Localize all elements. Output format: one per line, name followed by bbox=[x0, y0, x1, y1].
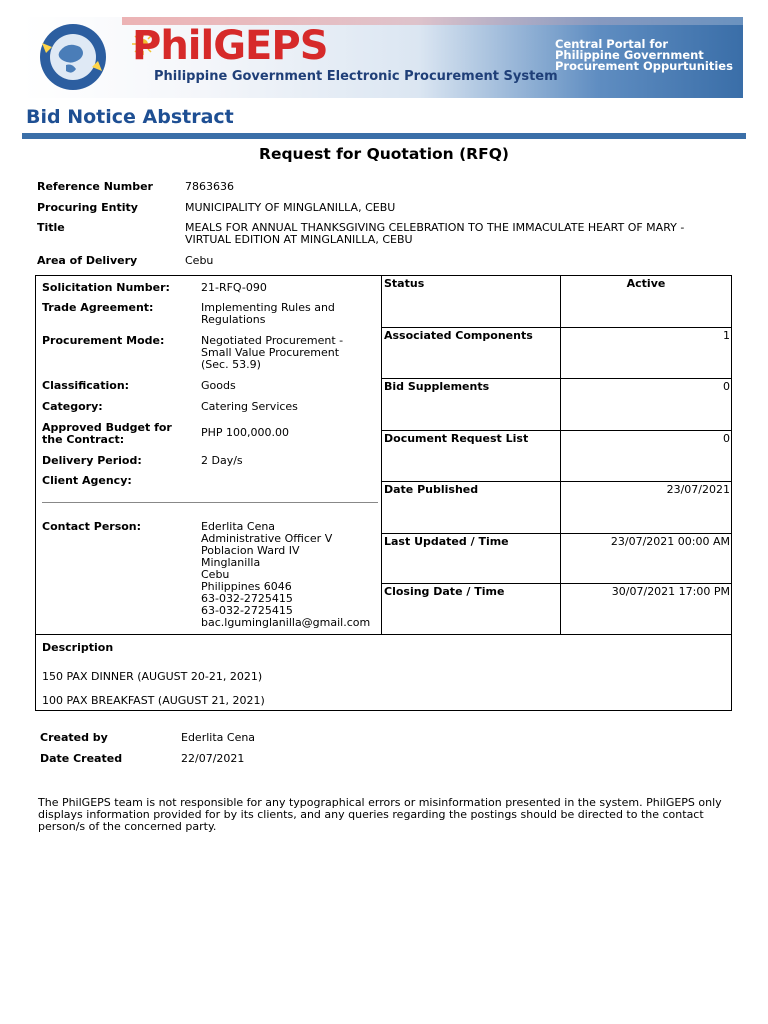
budget-value: PHP 100,000.00 bbox=[201, 426, 290, 439]
description-line: 100 PAX BREAKFAST (AUGUST 21, 2021) bbox=[42, 694, 265, 707]
brand-geps: GEPS bbox=[213, 23, 328, 69]
doc-request-label: Document Request List bbox=[382, 431, 561, 482]
classification-value: Goods bbox=[201, 379, 236, 392]
doc-request-value: 0 bbox=[561, 431, 731, 482]
title-label: Title bbox=[37, 221, 65, 234]
document-title: Request for Quotation (RFQ) bbox=[259, 145, 509, 163]
components-label: Associated Components bbox=[382, 328, 561, 379]
details-separator bbox=[42, 502, 378, 503]
published-label: Date Published bbox=[382, 482, 561, 534]
contact-email: bac.lguminglanilla@gmail.com bbox=[201, 616, 371, 629]
title-value-line2: VIRTUAL EDITION AT MINGLANILLA, CEBU bbox=[185, 233, 413, 246]
description-label: Description bbox=[42, 641, 114, 654]
tagline-line: Procurement Oppurtunities bbox=[555, 59, 733, 73]
tagline-line: Philippine Government bbox=[555, 48, 704, 62]
solicitation-label: Solicitation Number: bbox=[42, 281, 170, 294]
philgeps-banner bbox=[22, 17, 743, 98]
components-value: 1 bbox=[561, 328, 731, 379]
mode-value-line1: Negotiated Procurement - bbox=[201, 334, 344, 347]
description-box bbox=[35, 634, 732, 711]
client-label: Client Agency: bbox=[42, 474, 132, 487]
date-created-value: 22/07/2021 bbox=[181, 752, 245, 765]
budget-label-line1: Approved Budget for bbox=[42, 421, 172, 434]
date-created-label: Date Created bbox=[40, 752, 123, 765]
supplements-value: 0 bbox=[561, 379, 731, 431]
contact-line: Administrative Officer V bbox=[201, 532, 333, 545]
contact-line: Minglanilla bbox=[201, 556, 261, 569]
brand-logo bbox=[132, 23, 328, 69]
trade-label: Trade Agreement: bbox=[42, 301, 154, 314]
contact-line: Cebu bbox=[201, 568, 230, 581]
contact-line: Ederlita Cena bbox=[201, 520, 276, 533]
updated-label: Last Updated / Time bbox=[382, 534, 561, 584]
disclaimer-text: The PhilGEPS team is not responsible for any typographical errors or misinformation presented in the system. PhilGEPS only displays information provided for by its clients, and any queries regarding the postings should be directed to the contact person/s of the concerned party. bbox=[38, 796, 722, 833]
entity-label: Procuring Entity bbox=[37, 201, 138, 214]
notice-details-box bbox=[35, 275, 732, 635]
contact-line: 63-032-2725415 bbox=[201, 592, 293, 605]
reference-label: Reference Number bbox=[37, 180, 153, 193]
period-value: 2 Day/s bbox=[201, 454, 243, 467]
contact-label: Contact Person: bbox=[42, 520, 142, 533]
entity-value: MUNICIPALITY OF MINGLANILLA, CEBU bbox=[185, 201, 396, 214]
solicitation-value: 21-RFQ-090 bbox=[201, 281, 267, 294]
status-label: Status bbox=[382, 276, 561, 328]
brand-subtitle: Philippine Government Electronic Procurement System bbox=[154, 69, 558, 84]
supplements-label: Bid Supplements bbox=[382, 379, 561, 431]
details-column bbox=[36, 276, 382, 634]
description-line: 150 PAX DINNER (AUGUST 20-21, 2021) bbox=[42, 670, 263, 683]
reference-value: 7863636 bbox=[185, 180, 234, 193]
period-label: Delivery Period: bbox=[42, 454, 142, 467]
status-value: Active bbox=[561, 276, 731, 328]
budget-label-line2: the Contract: bbox=[42, 433, 125, 446]
page-title: Bid Notice Abstract bbox=[26, 106, 234, 128]
created-by-value: Ederlita Cena bbox=[181, 731, 256, 744]
banner-tagline bbox=[555, 39, 733, 72]
delivery-area-value: Cebu bbox=[185, 254, 214, 267]
brand-phil: Phil bbox=[132, 23, 214, 69]
category-value: Catering Services bbox=[201, 400, 298, 413]
contact-line: Poblacion Ward IV bbox=[201, 544, 300, 557]
mode-label: Procurement Mode: bbox=[42, 334, 165, 347]
updated-value: 23/07/2021 00:00 AM bbox=[561, 534, 731, 584]
classification-label: Classification: bbox=[42, 379, 130, 392]
trade-value-line2: Regulations bbox=[201, 313, 266, 326]
tagline-line: Central Portal for bbox=[555, 37, 669, 51]
closing-value: 30/07/2021 17:00 PM bbox=[611, 585, 730, 598]
title-value-line1: MEALS FOR ANNUAL THANKSGIVING CELEBRATION TO THE IMMACULATE HEART OF MARY - bbox=[185, 221, 685, 234]
closing-label: Closing Date / Time bbox=[382, 584, 561, 634]
delivery-area-label: Area of Delivery bbox=[37, 254, 138, 267]
title-divider bbox=[22, 133, 746, 139]
trade-value-line1: Implementing Rules and bbox=[201, 301, 335, 314]
mode-value-line3: (Sec. 53.9) bbox=[201, 358, 261, 371]
mode-value-line2: Small Value Procurement bbox=[201, 346, 340, 359]
category-label: Category: bbox=[42, 400, 103, 413]
contact-line: Philippines 6046 bbox=[201, 580, 292, 593]
contact-line: 63-032-2725415 bbox=[201, 604, 293, 617]
published-value: 23/07/2021 bbox=[561, 482, 731, 534]
created-by-label: Created by bbox=[40, 731, 108, 744]
globe-logo-icon bbox=[30, 21, 116, 93]
status-table bbox=[382, 276, 731, 634]
